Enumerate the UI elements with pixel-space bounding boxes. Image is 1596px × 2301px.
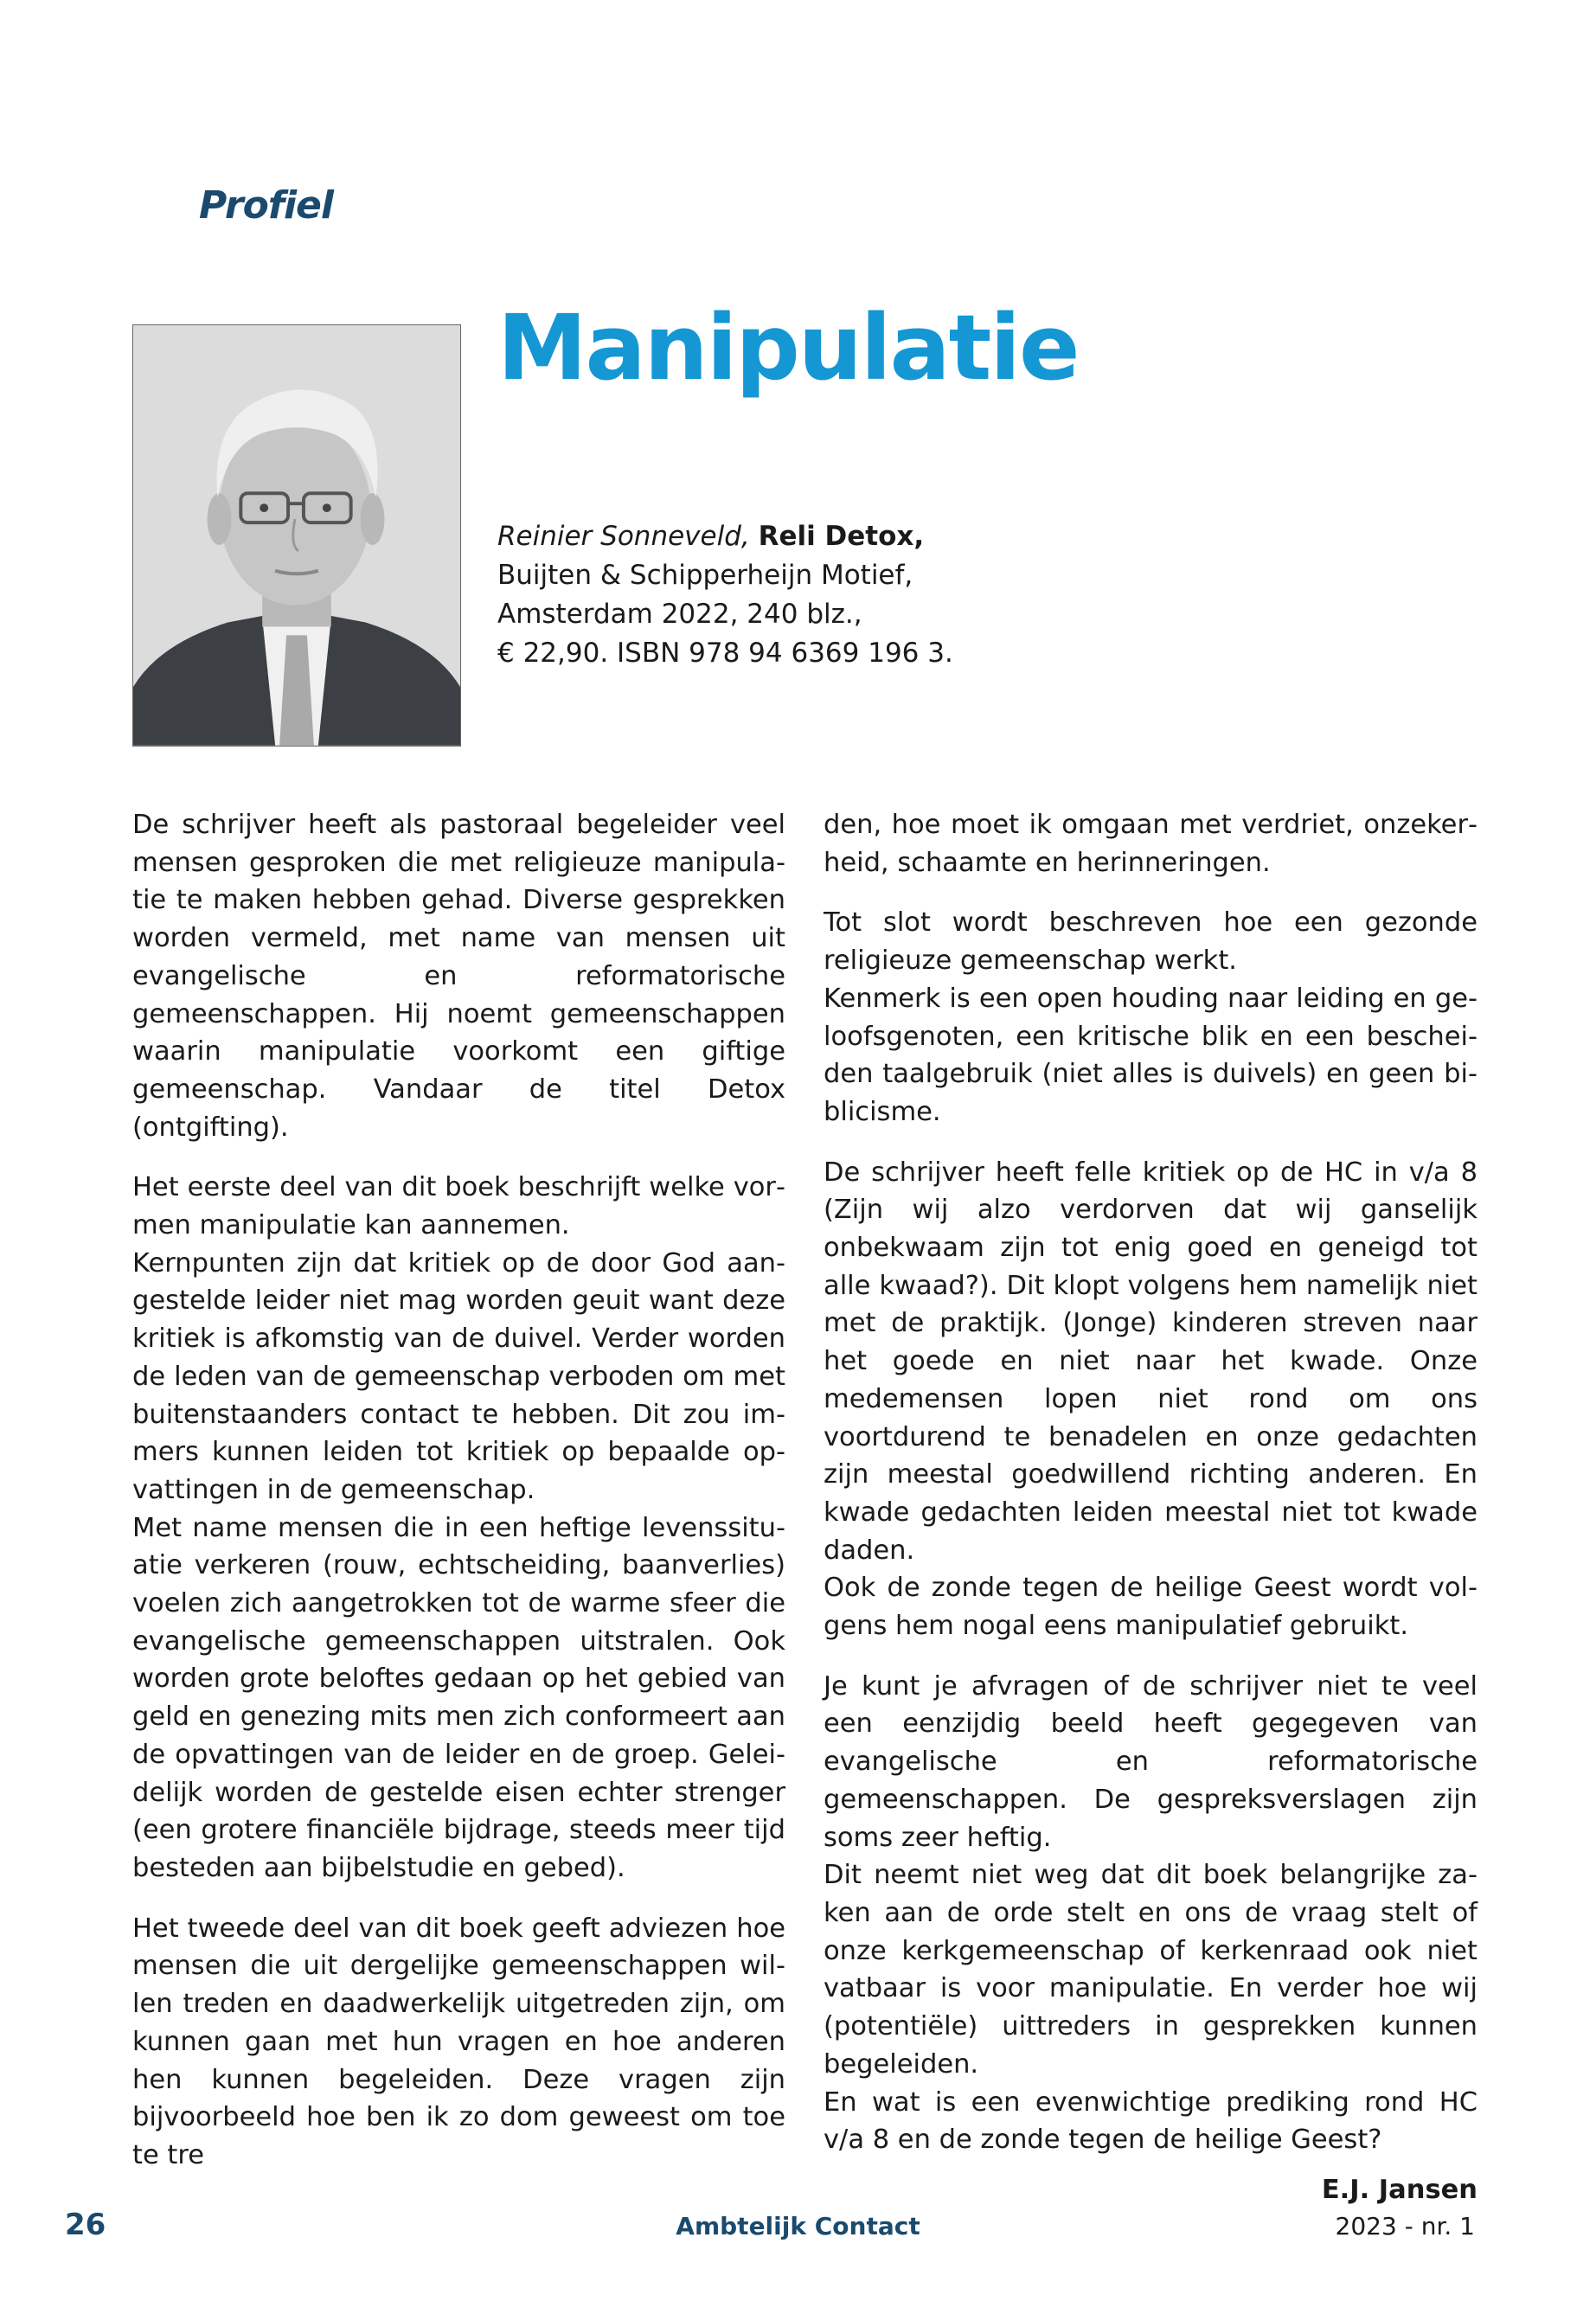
- article-paragraph: Het eerste deel van dit boek beschrijft welke vormen manipulatie kan aannemen.: [132, 1172, 785, 1241]
- book-publisher: Buijten & Schipperheijn Motief,: [497, 560, 913, 591]
- article-paragraph: De schrijver heeft felle kritiek op de HC in v/a 8 (Zijn wij alzo verdorven dat wij ganselijk onbekwaam zijn tot enig goed en geneigd tot alle kwaad?). Dit klopt volgens hem namelijk niet met de praktijk. (Jonge) kinderen streven naar het goede en niet naar het kwade. Onze medemensen lopen niet rond om ons voortdurend te benadelen en onze gedachten zijn meestal goedwillend richting anderen. En kwade gedachten leiden meestal niet tot kwade daden.: [824, 1157, 1477, 1566]
- portrait-illustration: [133, 325, 460, 746]
- book-place-pages: Amsterdam 2022, 240 blz.,: [497, 599, 862, 630]
- author-portrait: [132, 324, 461, 747]
- section-label: Profiel: [199, 183, 333, 228]
- article-column-right: [824, 806, 1477, 2209]
- article-paragraph: Ook de zonde tegen de heilige Geest wordt volgens hem nogal eens manipulatief gebruikt.: [824, 1573, 1477, 1642]
- article-paragraph: Tot slot wordt beschreven hoe een gezonde religieuze gemeenschap werkt.: [824, 907, 1477, 977]
- article-column-left: [132, 806, 785, 2175]
- article-paragraph: Kernpunten zijn dat kritiek op de door God aangestelde leider niet mag worden geuit want deze kritiek is afkomstig van de duivel. Verder worden de leden van de gemeenschap verboden om met buitenstaanders contact te hebben. Dit zou immers kunnen leiden tot kritiek op bepaalde opvattingen in de gemeenschap.: [132, 1247, 785, 1505]
- article-title: Manipulatie: [497, 295, 1079, 401]
- article-paragraph: Het tweede deel van dit boek geeft adviezen hoe mensen die uit dergelijke gemeenschappen willen treden en daadwerkelijk uitgetreden zijn, om kunnen gaan met hun vragen en hoe anderen hen kunnen begeleiden. Deze vragen zijn bijvoorbeeld hoe ben ik zo dom geweest om toe te tre: [132, 1913, 785, 2170]
- article-paragraph: Je kunt je afvragen of de schrijver niet te veel een eenzijdig beeld heeft gegegeven van evangelische en reformatorische gemeenschappen. De gespreksverslagen zijn soms zeer heftig.: [824, 1670, 1477, 1853]
- article-paragraph: En wat is een evenwichtige prediking rond HC v/a 8 en de zonde tegen de heilige Geest?: [824, 2086, 1477, 2156]
- issue-number: 2023 - nr. 1: [1335, 2212, 1475, 2240]
- article-signature: E.J. Jansen: [1321, 2174, 1477, 2205]
- article-paragraph: Kenmerk is een open houding naar leiding en geloofsgenoten, een kritische blik en een bescheiden taalgebruik (niet alles is duivels) en geen biblicisme.: [824, 983, 1477, 1127]
- book-info: [497, 517, 953, 673]
- article-paragraph: den, hoe moet ik omgaan met verdriet, onzekerheid, schaamte en herinneringen.: [824, 810, 1477, 878]
- article-paragraph: De schrijver heeft als pastoraal begeleider veel mensen gesproken die met religieuze manipulatie te maken hebben gehad. Diverse gesprekken worden vermeld, met name van mensen uit evangelische en reformatorische gemeenschappen. Hij noemt gemeenschappen waarin manipulatie voorkomt een giftige gemeenschap. Vandaar de titel Detox (ontgifting).: [132, 810, 785, 1143]
- magazine-name: Ambtelijk Contact: [676, 2212, 920, 2240]
- article-paragraph: Met name mensen die in een heftige levenssituatie verkeren (rouw, echtscheiding, baanverlies) voelen zich aangetrokken tot de warme sfeer die evangelische gemeenschappen uitstralen. Ook worden grote beloftes gedaan op het gebied van geld en genezing mits men zich conformeert aan de opvattingen van de leider en de groep. Geleidelijk worden de gestelde eisen echter strenger (een grotere financiële bijdrage, steeds meer tijd besteden aan bijbelstudie en gebed).: [132, 1512, 785, 1883]
- book-title: Reli Detox,: [758, 521, 925, 552]
- book-author: Reinier Sonneveld,: [497, 521, 750, 552]
- book-info-line-1: [497, 517, 953, 556]
- page-number: 26: [65, 2208, 106, 2242]
- book-price-isbn: € 22,90. ISBN 978 94 6369 196 3.: [497, 638, 953, 669]
- article-paragraph: Dit neemt niet weg dat dit boek belangrijke zaken aan de orde stelt en ons de vraag stelt of onze kerkgemeenschap of kerkenraad ook niet vatbaar is voor manipulatie. En verder hoe wij (potentiële) uittreders in gesprekken kunnen begeleiden.: [824, 1860, 1477, 2080]
